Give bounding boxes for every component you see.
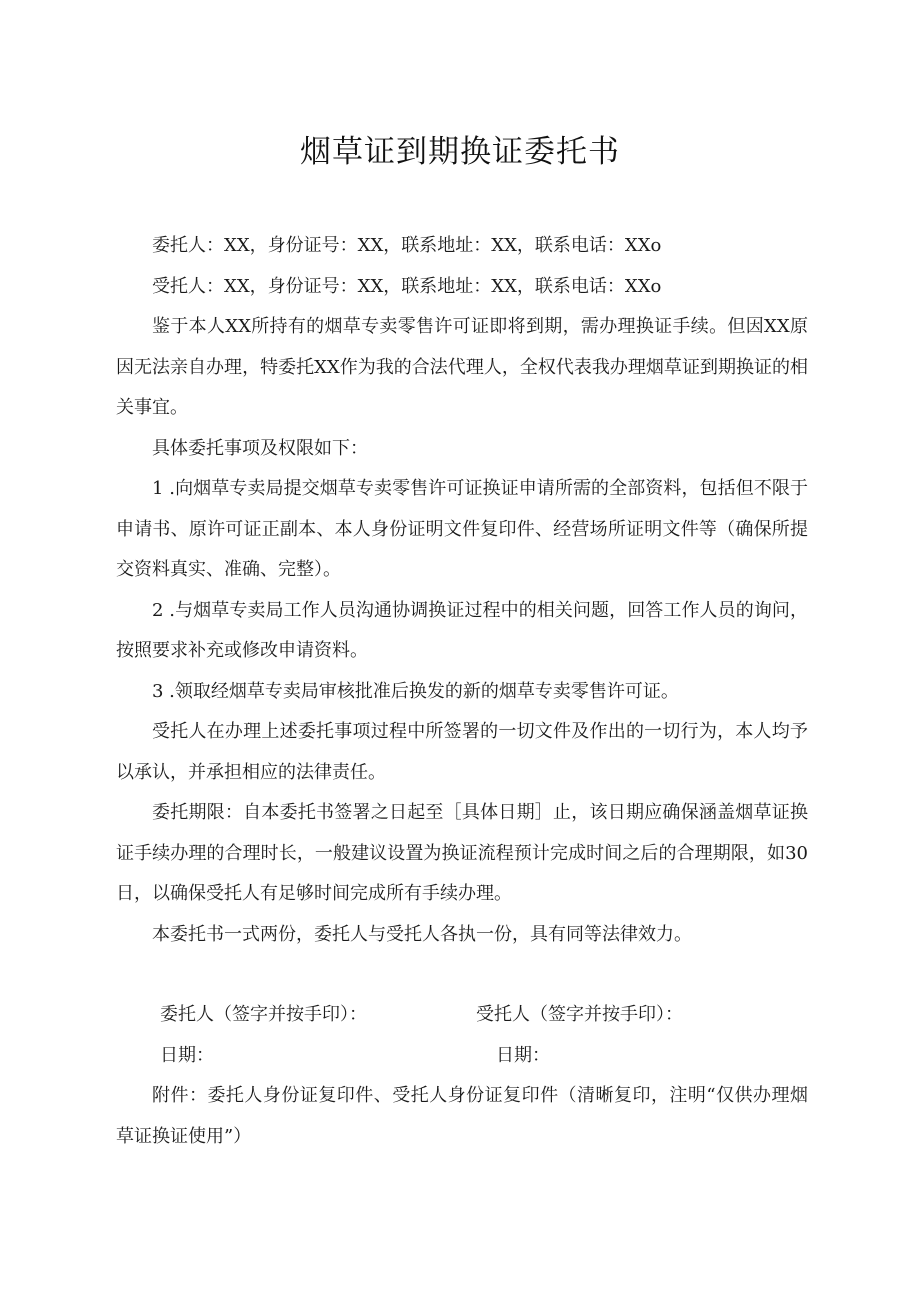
agent-date-label: 日期： — [496, 1044, 550, 1066]
date-row — [116, 1036, 808, 1077]
acknowledgement-paragraph: 受托人在办理上述委托事项过程中所签署的一切文件及作出的一切行为，本人均予以承认，并承担相应的法律责任。 — [116, 721, 808, 783]
principal-date-label: 日期： — [160, 1044, 214, 1066]
matter-item-2: 2 .与烟草专卖局工作人员沟通协调换证过程中的相关问题，回答工作人员的询问，按照要求补充或修改申请资料。 — [116, 599, 808, 661]
document-title: 烟草证到期换证委托书 — [300, 134, 620, 170]
term-paragraph: 委托期限：自本委托书签署之日起至［具体日期］止，该日期应确保涵盖烟草证换证手续办理的合理时长，一般建议设置为换证流程预计完成时间之后的合理期限，如30日，以确保受托人有足够时间完成所有手续办理。 — [116, 802, 808, 904]
matters-heading: 具体委托事项及权限如下： — [152, 437, 368, 459]
agent-info: 受托人：XX，身份证号：XX，联系地址：XX，联系电话：XXo — [152, 275, 662, 297]
document-body — [116, 226, 808, 1157]
principal-signature-label: 委托人（签字并按手印）： — [160, 1004, 367, 1025]
matter-item-3: 3 .领取经烟草专卖局审核批准后换发的新的烟草专卖零售许可证。 — [152, 680, 679, 702]
principal-info: 委托人：XX，身份证号：XX，联系地址：XX，联系电话：XXo — [152, 235, 662, 256]
copies-paragraph: 本委托书一式两份，委托人与受托人各执一份，具有同等法律效力。 — [152, 923, 692, 945]
reason-paragraph: 鉴于本人XX所持有的烟草专卖零售许可证即将到期，需办理换证手续。但因XX原因无法亲自办理，特委托XX作为我的合法代理人，全权代表我办理烟草证到期换证的相关事宜。 — [116, 316, 808, 418]
attachment-note: 附件：委托人身份证复印件、受托人身份证复印件（清晰复印，注明“仅供办理烟草证换证使用”） — [116, 1085, 808, 1147]
signature-row — [116, 995, 808, 1036]
matter-item-1: 1 .向烟草专卖局提交烟草专卖零售许可证换证申请所需的全部资料，包括但不限于申请书、原许可证正副本、本人身份证明文件复印件、经营场所证明文件等（确保所提交资料真实、准确、完整）。 — [116, 478, 808, 580]
signature-spacer — [116, 955, 808, 995]
agent-signature-label: 受托人（签字并按手印）： — [476, 1004, 683, 1025]
